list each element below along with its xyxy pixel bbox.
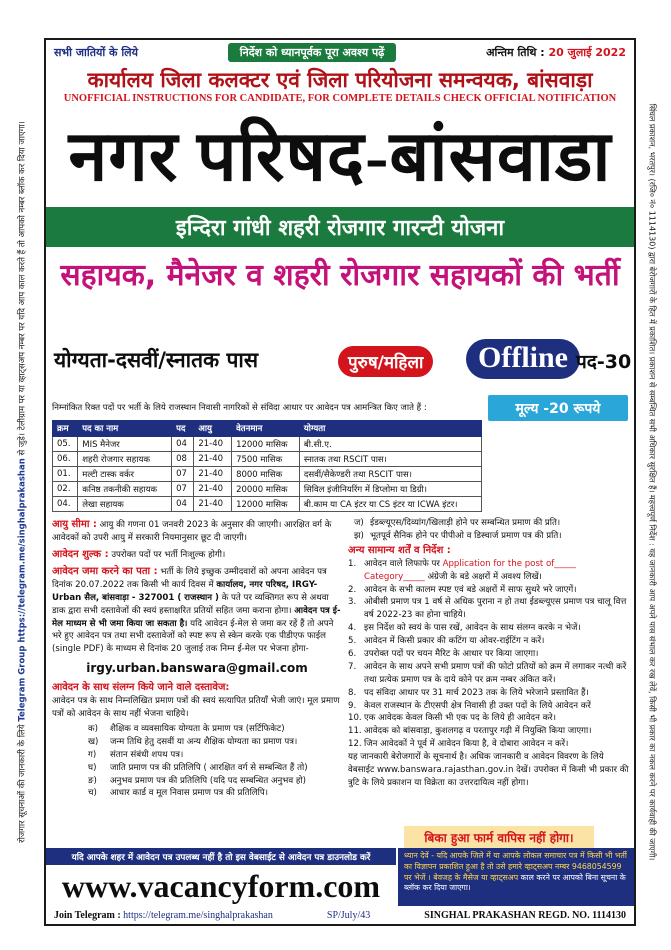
closing-note: यह जानकारी बेरोजगारों के सूचनार्थ है। अधिक जानकारी व आवेदन विवरण के लिये वेबसाईट www.banswara.rajasthan.gov.in देखें। उपरोक्त में किसी भी प्रकार की त्रुटि के लिये प्रकाशन या विक्रेता का उत्तरदायित्व नहीं होगा। <box>348 752 629 788</box>
unofficial-notice: UNOFFICIAL INSTRUCTIONS FOR CANDIDATE, FOR COMPLETE DETAILS CHECK OFFICIAL NOTIFICATION <box>63 93 617 104</box>
cell: 01. <box>53 467 78 482</box>
cell: 12000 मासिक <box>232 497 300 512</box>
cell: कनिष्ठ तकनीकी सहायक <box>78 482 172 497</box>
scheme-name: इन्दिरा गांधी शहरी रोजगार गारन्टी योजना <box>175 216 505 241</box>
col-age: आयु <box>194 421 232 437</box>
right-column <box>348 517 630 790</box>
cell: 21-40 <box>194 467 232 482</box>
cell: बी.सी.ए. <box>299 437 481 452</box>
table-row <box>53 452 482 467</box>
application-fee: आवेदन शुल्क : उपरोक्त पदों पर भर्ती निःशुल्क होगी। <box>52 548 226 560</box>
table-row <box>53 437 482 452</box>
cell: शहरी रोजगार सहायक <box>78 452 172 467</box>
cell: लेखा सहायक <box>78 497 172 512</box>
cell: 7500 मासिक <box>232 452 300 467</box>
cell: 07 <box>172 482 194 497</box>
cell: 21-40 <box>194 482 232 497</box>
cell: 04. <box>53 497 78 512</box>
list-item: घ) जाति प्रमाण पत्र की प्रतिलिपि ( आरक्षित वर्ग से सम्बन्धित हैं तो) <box>88 762 308 773</box>
cell: 8000 मासिक <box>232 467 300 482</box>
qualification: योग्यता-दसवीं/स्नातक पास <box>54 348 259 372</box>
list-item: ग) संतान संबंधी शपथ पत्र। <box>88 749 184 760</box>
left-column <box>52 517 342 800</box>
list-item: 11. आवेदक को बांसवाड़ा, कुशलगढ़ व परतापुर गढ़ी में नियुक्ति किया जाएगा। <box>348 726 592 737</box>
posts-count: पद-30 <box>576 351 632 373</box>
col-qualification: योग्यता <box>299 421 481 437</box>
table-row <box>53 482 482 497</box>
no-return-note: बिका हुआ फार्म वापिस नहीं होगा। <box>404 826 594 848</box>
left-side-strip <box>2 40 42 925</box>
cell: 04 <box>172 437 194 452</box>
read-instructions-tag: निर्देश को ध्यानपूर्वक पूरा अवश्य पढ़ें <box>228 43 397 62</box>
download-notice: यदि आपके शहर में आवेदन पत्र उपलब्ध नहीं है तो इस वेबसाईट से आवेदन पत्र डाउनलोड करें <box>46 848 396 865</box>
list-item: 5. आवेदन में किसी प्रकार की कटिंग या ओवर-राईटिंग न करें। <box>348 636 545 647</box>
cell: 21-40 <box>194 452 232 467</box>
price-badge: मूल्य -20 रूपये <box>488 395 628 421</box>
list-item: 9. केवल राजस्थान के टीएसपी क्षेत्र निवासी ही उक्त पदों के लिये आवेदन करें <box>348 700 591 711</box>
gender-badge: पुरुष/महिला <box>338 346 433 377</box>
cell: 05. <box>53 437 78 452</box>
website-link[interactable]: www.vacancyform.com <box>61 868 381 904</box>
list-item: क) शैक्षिक व व्यवसायिक योग्यता के प्रमाण पत्र (सर्टिफिकेट) <box>88 724 285 735</box>
issue-code: SP/July/43 <box>326 909 371 921</box>
cell: मल्टी टास्क वर्कर <box>78 467 172 482</box>
list-item: च) आधार कार्ड व मूल निवास प्रमाण पत्र की प्रतिलिपि। <box>88 788 268 799</box>
col-post: पद का नाम <box>78 421 172 437</box>
submission-address: आवेदन जमा करने का पता : भर्ती के लिये इच्छुक उम्मीदवारों को अपना आवेदन पत्र दिनांक 20.07.2022 तक किसी भी कार्य दिवस में कार्यालय, नगर परिषद, IRGY-Urban सैल, बांसवाड़ा - 327001 ( राजस्थान ) के पते पर व्यक्तिगत रूप से अथवा डाक द्वारा सभी दस्तावेजों की स्वयं हस्ताक्षरित प्रतियों सहित जमा कराना होगा। आवेदन पत्र ई-मेल माध्यम से भी जमा किया जा सकता है। यदि आवेदन ई-मेल से जमा कर रहें हैं तो अपने भरे हुए आवेदन पत्र तथा सभी दस्तावेजों को स्पष्ट रूप से स्केन करके एक पीडीएफ फाईल (single PDF) के माध्यम से दिनांक 20 जुलाई तक निम्न ई-मेल पर भेजना होगा- <box>52 565 341 655</box>
list-item: ङ) अनुभव प्रमाण पत्र की प्रतिलिपि (यदि पद सम्बन्धित अनुभव हो) <box>88 775 306 786</box>
qualification-row <box>46 336 634 392</box>
cell: 06. <box>53 452 78 467</box>
cell: 07 <box>172 467 194 482</box>
right-side-strip <box>635 40 669 925</box>
list-item: 2. आवेदन के सभी कालम स्पष्ट एवं बडे अक्षरों में साफ सुथरे भरे जाएगें। <box>348 584 577 595</box>
left-side-text: रोजगार सूचनाओं की जानकारी के लिये Telegram Group https://telegram.me/singhalprakashan से जुडे। टेलीग्राम पर या व्हाट्सअप नम्बर पर यदि आप काल करते हैं तो आपको नम्बर ब्लॉक कर दिया जाएगा। <box>17 121 28 843</box>
telegram-join[interactable]: Join Telegram : https://telegram.me/singhalprakashan <box>54 909 273 921</box>
deadline: अन्तिम तिथि : 20 जुलाई 2022 <box>486 45 626 59</box>
list-item: ख) जन्म तिथि हेतु दसवीं या अन्य शैक्षिक योग्यता का प्रमाण पत्र। <box>88 736 298 747</box>
cell: सिविल इंजीनियरिंग में डिप्लोमा या डिग्री। <box>299 482 481 497</box>
list-item: 1. आवेदन वाले लिफाफे पर Application for the post of_____ Category_____ अंग्रेजी के बडे अक्षरों में अवश्य लिखें। <box>348 558 576 582</box>
cell: 08 <box>172 452 194 467</box>
intro-text: निम्नांकित रिक्त पदों पर भर्ती के लिये राजस्थान निवासी नागरिकों से संविदा आधार पर आवेदन पत्र आमन्त्रित किए जाते हैं : <box>52 403 427 413</box>
scheme-banner <box>46 207 634 247</box>
all-castes-tag: सभी जातियों के लिये <box>54 45 139 59</box>
cell: स्नातक तथा RSCIT पास। <box>299 452 481 467</box>
page-title: नगर परिषद-बांसवाडा <box>68 119 612 196</box>
cell: 21-40 <box>194 497 232 512</box>
table-header-row <box>53 421 482 437</box>
documents-intro: आवेदन पत्र के साथ निम्नलिखित प्रमाण पत्रों की स्वयं सत्यापित प्रतियाँ भेजी जाएं। मूल प्रमाण पत्रों को आवेदन के साथ नहीं भेजना चाहिये। <box>52 696 340 720</box>
posts-table <box>52 420 482 512</box>
list-item: 7. आवेदन के साथ अपने सभी प्रमाण पत्रों की फोटो प्रतियों को क्रम में लगाकर नत्थी करें तथा प्रत्येक प्रमाण पत्र के दाये कोने पर क्रम नम्बर अंकित करें। <box>348 661 627 685</box>
list-item: ज) ईडब्ल्यूएस/दिव्यांग/खिलाड़ी होने पर सम्बन्धित प्रमाण की प्रति। <box>354 518 561 528</box>
office-heading: कार्यालय जिला कलक्टर एवं जिला परियोजना समन्वयक, बांसवाड़ा <box>87 68 593 92</box>
col-sno: क्रम <box>53 421 78 437</box>
age-limit: आयु सीमा : आयु की गणना 01 जनवरी 2023 के अनुसार की जाएगी। आरक्षित वर्ग के आवेदकों को उपरी आयु में सरकारी नियमानुसार छूट दी जाएगी। <box>52 519 332 543</box>
cell: 12000 मासिक <box>232 437 300 452</box>
list-item: 10. एक आवेदक केवल किसी भी एक पद के लिये ही आवेदन करे। <box>348 713 556 724</box>
footer <box>46 906 634 924</box>
mode-badge: Offline <box>466 339 580 379</box>
cell: MIS मैनेजर <box>78 437 172 452</box>
email-address[interactable]: irgy.urban.banswara@gmail.com <box>86 661 308 676</box>
cell: 02. <box>53 482 78 497</box>
list-item: 8. पद संविदा आधार पर 31 मार्च 2023 तक के लिये भरेजाने प्रस्तावित हैं। <box>348 687 589 698</box>
col-salary: वेतनमान <box>232 421 300 437</box>
list-item: झ) भूतपूर्व सैनिक होने पर पीपीओ व डिस्चार्ज प्रमाण पत्र की प्रति। <box>354 530 562 541</box>
list-item: 6. उपरोक्त पदों पर चयन मैरिट के आधार पर किया जाएगा। <box>348 649 539 660</box>
cell: 20000 मासिक <box>232 482 300 497</box>
cell: 04 <box>172 497 194 512</box>
table-row <box>53 497 482 512</box>
col-count: पद <box>172 421 194 437</box>
list-item: 3. ओबीसी प्रमाण पत्र 1 वर्ष से अधिक पुराना न हो तथा ईडब्ल्यूएस प्रमाण पत्र चालू वित्त वर्ष 2022-23 का होना चाहिये। <box>348 597 627 621</box>
cell: 21-40 <box>194 437 232 452</box>
top-bar <box>46 40 634 64</box>
table-row <box>53 467 482 482</box>
documents-heading: आवेदन के साथ संलग्न किये जाने वाले दस्तावेज: <box>52 682 230 694</box>
telegram-group-link[interactable]: Telegram Group https://telegram.me/singhalprakashan <box>17 458 28 722</box>
attention-box: ध्यान देवें - यदि आपके जिले में या आपके लोकल समाचार पत्र में किसी भी भर्ती का विज्ञापन प्रकाशित हुआ है तो उसे हमारे व्हाट्सअप नम्बर 9468054599 पर भेजें । बेवजह के मैसेज या व्हाट्सअप काल करने पर आपको बिना सूचना के ब्लॉक कर दिया जाएगा। <box>398 848 634 906</box>
right-side-text: सिंघल प्रकाशन, भरतपुर। (रजि० नं० 1114130) द्वारा बेरोजगारों के हित में प्रकाशित। प्रकाशन से सम्बन्धित सभी अधिकार सुरक्षित हैं। महत्त्वपूर्ण निर्देश : यह जानकारी आप अपने पास संभाल कर रख लेवें, किसी भी प्रकार का नकल करने पर कार्यवाही की जाएगी। <box>647 103 657 861</box>
recruitment-heading: सहायक, मैनेजर व शहरी रोजगार सहायकों की भर्ती <box>60 258 620 293</box>
cell: बी.काम या CA इंटर या CS इंटर या ICWA इंटर। <box>299 497 481 512</box>
terms-heading: अन्य सामान्य शर्तें व निर्देश : <box>348 544 451 556</box>
list-item: 4. इस निर्देश को स्वयं के पास रखें, आवेदन के साथ संलग्न करके न भेजें। <box>348 623 581 634</box>
list-item: 12. जिन आवेदकों ने पूर्व में आवेदन किया है, वे दोबारा आवेदन न करें। <box>348 739 569 750</box>
publisher-reg: SINGHAL PRAKASHAN REGD. NO. 1114130 <box>424 909 626 921</box>
cell: दसवीं/सैकेण्डरी तथा RSCIT पास। <box>299 467 481 482</box>
